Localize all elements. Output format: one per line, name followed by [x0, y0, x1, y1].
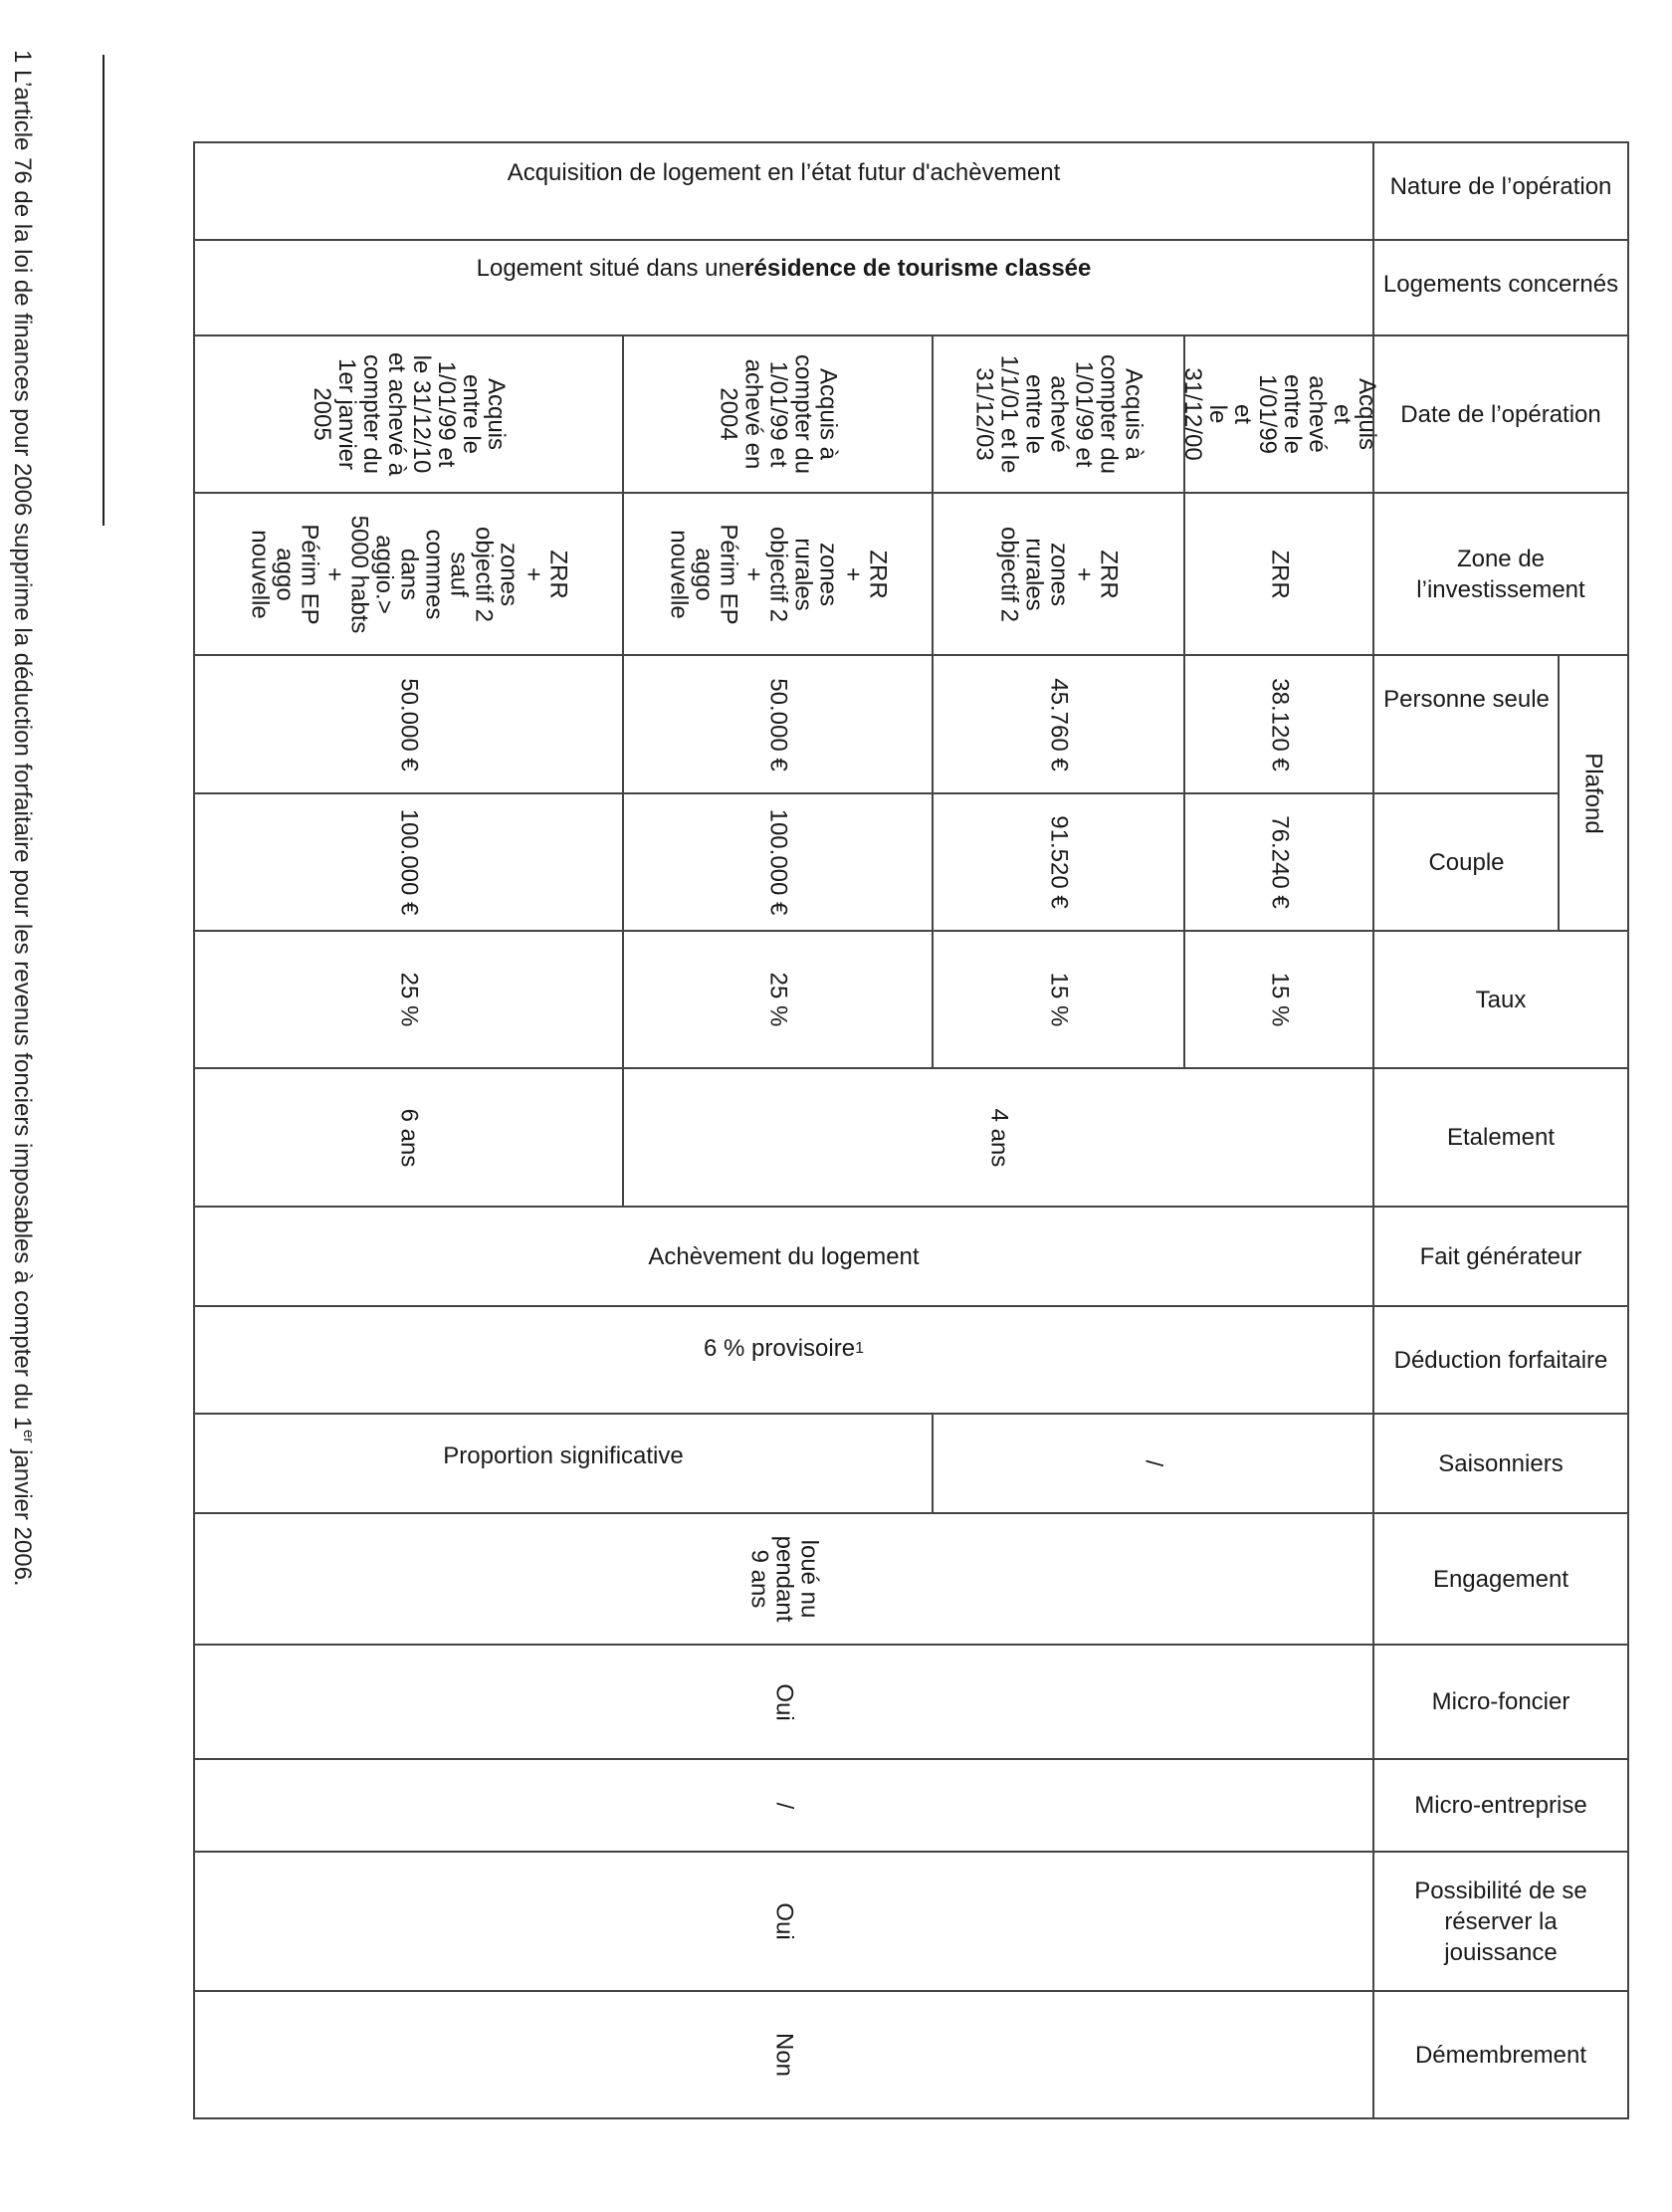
zone-col1: ZRR: [1266, 549, 1293, 599]
label-deduction: Déduction forfaitaire: [1393, 1346, 1608, 1374]
engagement-value: loué nu pendant 9 ans: [745, 1535, 822, 1623]
label-plafond: Plafond: [1579, 752, 1607, 834]
label-engagement: Engagement: [1432, 1565, 1569, 1593]
taux-col3: 25 %: [764, 972, 792, 1027]
label-logements: Logements concernés: [1382, 271, 1619, 298]
couple-col4: 100.000 €: [395, 808, 423, 916]
deduction-text: 6 % provisoire: [704, 1335, 856, 1362]
zone-col2: ZRR + zones rurales objectif 2: [995, 526, 1123, 622]
etalement-cols123: 4 ans: [985, 1108, 1012, 1167]
date-col3: Acquis à compter du 1/01/99 et achevé en 2004: [715, 353, 842, 475]
couple-col2: 91.520 €: [1045, 815, 1073, 909]
taux-col2: 15 %: [1045, 972, 1073, 1027]
micro-entreprise-value: /: [770, 1802, 797, 1809]
label-taux: Taux: [1475, 986, 1527, 1013]
saisonniers-right: /: [1140, 1459, 1167, 1467]
label-micro-entreprise: Micro-entreprise: [1414, 1792, 1587, 1819]
personne-col3: 50.000 €: [764, 677, 792, 772]
logements-bold: résidence de tourisme classée: [744, 255, 1092, 282]
label-couple: Couple: [1428, 848, 1505, 876]
deduction-sup: 1: [855, 1340, 864, 1357]
logements-value: [195, 241, 1372, 334]
date-col2: Acquis à compter du 1/01/99 et achevé entre le 1/1/01 et le 31/12/03: [970, 353, 1148, 475]
personne-col4: 50.000 €: [395, 677, 423, 772]
label-personne-seule: Personne seule: [1383, 686, 1550, 713]
logements-text: Logement situé dans une: [476, 255, 745, 282]
label-date: Date de l’opération: [1400, 400, 1601, 428]
personne-col2: 45.760 €: [1045, 677, 1073, 772]
label-possibilite: Possibilité de se réserver la jouissance: [1414, 1877, 1587, 1966]
couple-col1: 76.240 €: [1266, 815, 1293, 909]
footnote-text: L’article 76 de la loi de finances pour 2006 supprime la déduction forfaitaire pour les revenus fonciers imposables à compter du 1: [9, 63, 36, 1431]
zone-col4: ZRR + zones objectif 2 sauf commes dans aggio.> 5000 habts + Périm EP aggo nouvelle: [246, 515, 572, 633]
couple-col3: 100.000 €: [764, 808, 792, 916]
taux-col4: 25 %: [395, 972, 423, 1027]
label-etalement: Etalement: [1446, 1124, 1556, 1151]
date-col4: Acquis entre le 1/01/99 et le 31/12/10 et achevé à compter du 1er janvier 2005: [309, 351, 510, 477]
fait-generateur-value: Achèvement du logement: [648, 1242, 920, 1270]
personne-col1: 38.120 €: [1266, 677, 1293, 772]
zone-col3: ZRR + zones rurales objectif 2 + Périm EP aggo nouvelle: [665, 523, 892, 625]
footnote-sup: er: [20, 1430, 37, 1443]
etalement-col4: 6 ans: [395, 1108, 423, 1167]
nature-value: Acquisition de logement en l’état futur d'achèvement: [507, 159, 1061, 186]
micro-foncier-value: Oui: [770, 1682, 797, 1721]
demembrement-value: Non: [770, 2032, 797, 2078]
footnote-text-end: janvier 2006.: [9, 1442, 36, 1587]
label-demembrement: Démembrement: [1414, 2041, 1587, 2069]
saisonniers-left: Proportion significative: [443, 1442, 684, 1469]
label-nature: Nature de l’opération: [1389, 173, 1612, 200]
label-micro-foncier: Micro-foncier: [1431, 1688, 1570, 1715]
label-zone: Zone de l’investissement: [1416, 545, 1585, 603]
taux-col1: 15 %: [1266, 972, 1293, 1027]
possibilite-value: Oui: [770, 1902, 797, 1940]
date-col1: Acquis et achevé entre le 1/01/99 et le 31/12/00: [1178, 367, 1380, 461]
label-fait-generateur: Fait générateur: [1419, 1242, 1582, 1270]
footnote-marker: 1: [9, 50, 36, 64]
label-saisonniers: Saisonniers: [1438, 1449, 1564, 1477]
deduction-value: [195, 1307, 1372, 1413]
